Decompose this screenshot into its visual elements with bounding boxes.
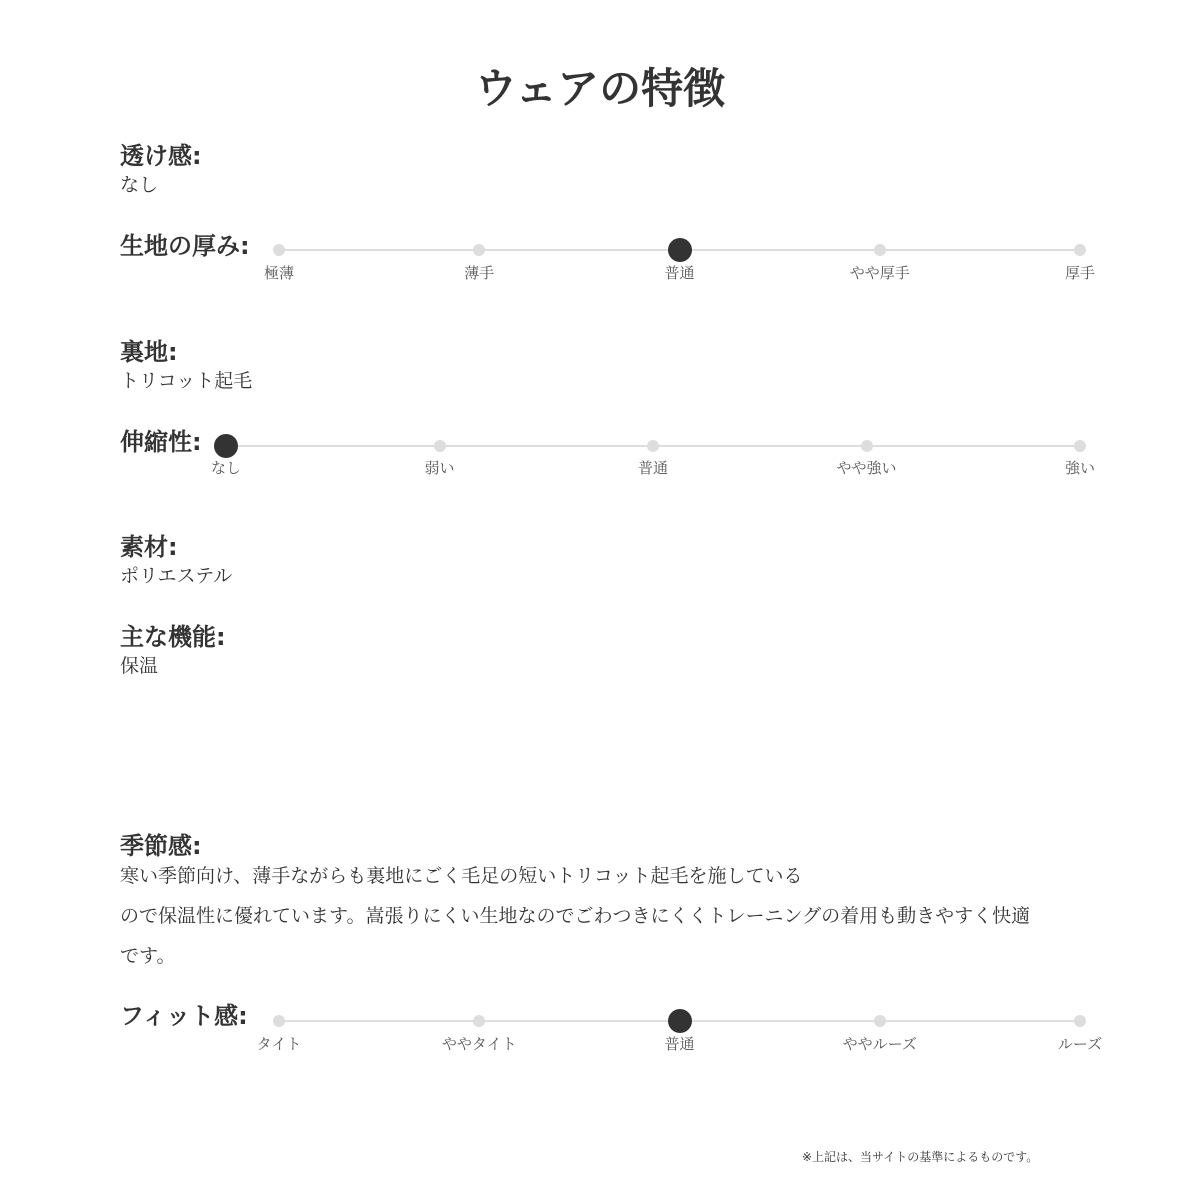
stretch-tick-label: やや強い xyxy=(836,459,897,477)
fit-marker xyxy=(874,1015,886,1027)
thickness-marker-selected xyxy=(668,238,692,262)
fit-marker xyxy=(1074,1015,1086,1027)
stretch-tick-label: なし xyxy=(210,459,242,477)
season-label: 季節感: xyxy=(120,832,202,860)
material-label: 素材: xyxy=(120,533,178,561)
thickness-tick-label: 厚手 xyxy=(1064,264,1096,282)
fit-label: フィット感: xyxy=(120,1002,248,1030)
transparency-value: なし xyxy=(120,174,159,196)
stretch-tick-label: 弱い xyxy=(424,459,455,477)
fit-tick-label: ややタイト xyxy=(441,1035,517,1053)
stretch-marker xyxy=(647,440,659,452)
thickness-tick-label: 普通 xyxy=(664,264,695,282)
fit-tick-label: 普通 xyxy=(664,1035,695,1053)
fit-marker xyxy=(473,1015,485,1027)
thickness-marker xyxy=(874,244,886,256)
stretch-marker xyxy=(434,440,446,452)
functions-label: 主な機能: xyxy=(120,623,226,651)
fit-marker xyxy=(273,1015,285,1027)
fit-tick-label: ルーズ xyxy=(1057,1035,1103,1053)
fit-tick-label: ややルーズ xyxy=(842,1035,917,1053)
lining-label: 裏地: xyxy=(120,338,178,366)
season-description-line: ので保温性に優れています。嵩張りにくい生地なのでごわつきにくくトレーニングの着用も動きやすく快適 xyxy=(120,905,1031,927)
thickness-marker xyxy=(273,244,285,256)
fit-marker-selected xyxy=(668,1009,692,1033)
stretch-marker xyxy=(1074,440,1086,452)
fit-tick-label: タイト xyxy=(256,1035,302,1053)
season-description-line: です。 xyxy=(120,945,176,967)
page-title: ウェアの特徴 xyxy=(474,64,726,113)
stretch-tick-label: 強い xyxy=(1064,459,1096,477)
stretch-tick-label: 普通 xyxy=(637,459,669,477)
thickness-tick-label: やや厚手 xyxy=(849,264,910,282)
thickness-marker xyxy=(473,244,485,256)
stretch-marker xyxy=(861,440,873,452)
stretch-label: 伸縮性: xyxy=(120,428,202,456)
thickness-marker xyxy=(1074,244,1086,256)
thickness-tick-label: 極薄 xyxy=(263,264,295,282)
season-description-line: 寒い季節向け、薄手ながらも裏地にごく毛足の短いトリコット起毛を施している xyxy=(120,865,803,887)
lining-value: トリコット起毛 xyxy=(120,370,253,392)
thickness-tick-label: 薄手 xyxy=(464,264,495,282)
material-value: ポリエステル xyxy=(120,565,233,587)
thickness-label: 生地の厚み: xyxy=(120,232,250,260)
stretch-marker-selected xyxy=(214,434,238,458)
transparency-label: 透け感: xyxy=(120,142,202,170)
footnote: ※上記は、当サイトの基準によるものです。 xyxy=(802,1150,1039,1164)
functions-value: 保温 xyxy=(120,655,159,677)
